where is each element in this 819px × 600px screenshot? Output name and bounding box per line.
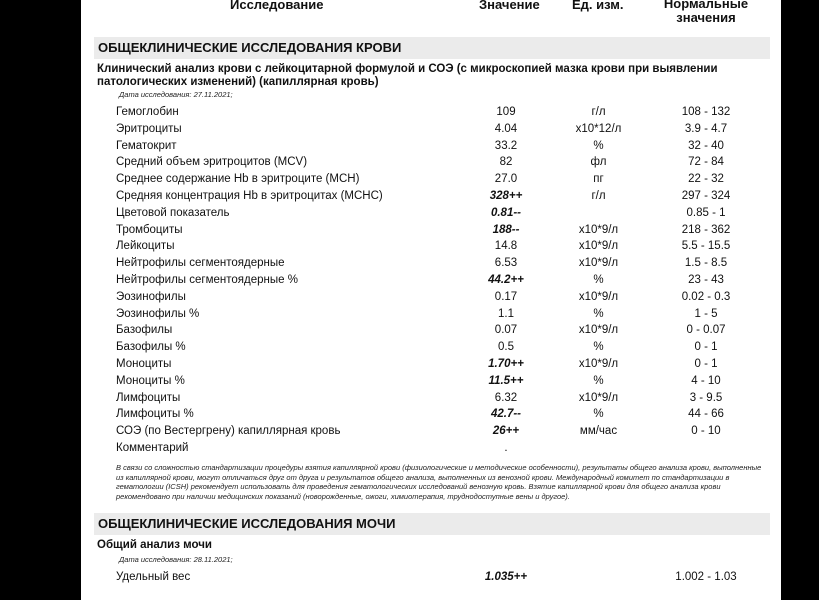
result-norm: 0 - 1 <box>694 358 718 370</box>
table-row <box>81 322 781 339</box>
result-value: 14.8 <box>494 240 518 253</box>
result-value: 33.2 <box>494 139 518 152</box>
table-row <box>81 569 781 586</box>
table-row <box>81 121 781 138</box>
table-row <box>81 154 781 171</box>
result-norm: 4 - 10 <box>691 374 721 387</box>
result-value: 26++ <box>492 425 520 438</box>
result-name: Цветовой показатель <box>116 206 230 219</box>
result-norm: 0 - 0.07 <box>686 324 726 337</box>
result-norm: 23 - 43 <box>688 274 724 286</box>
result-norm: 5.5 - 15.5 <box>681 240 731 253</box>
result-norm: 3.9 - 4.7 <box>684 122 728 135</box>
result-name: Комментарий <box>116 442 189 454</box>
table-row <box>81 171 781 188</box>
result-unit: г/л <box>591 190 606 202</box>
result-unit: x10*9/л <box>578 358 619 370</box>
result-name: Эозинофилы % <box>116 307 200 320</box>
result-unit: фл <box>590 156 607 169</box>
result-value: 6.53 <box>494 257 518 270</box>
result-norm: 297 - 324 <box>681 190 731 202</box>
table-row <box>81 373 781 390</box>
result-unit: x10*9/л <box>578 391 619 404</box>
result-unit: мм/час <box>579 425 618 438</box>
result-norm: 72 - 84 <box>688 156 724 169</box>
table-row <box>81 205 781 222</box>
table-row <box>81 104 781 121</box>
result-name: Эозинофилы <box>116 290 186 303</box>
header-norm-line2: значения <box>676 10 736 25</box>
header-unit: Ед. изм. <box>572 0 624 12</box>
result-name: Моноциты % <box>116 374 185 387</box>
blood-note: В связи со сложностью стандартизации процедуры взятия капиллярной крови (физиологические и методические особенности), результаты общего анализа крови, выполненные из капиллярной крови, могут отличаться друг от друга и результатов общего анализа, выполненных из венозной крови. Международный комитет по стандартизации в гематологии (ICSH) рекомендует использовать для проведения гематологических исследований венозную кровь. Взятие капиллярной крови для общего анализа крови рекомендовано при наличии медицинских показаний (новорожденные, ожоги, химиотерапия, труднодоступные вены и другое). <box>116 463 762 501</box>
lab-report-page <box>81 0 781 600</box>
result-norm: 22 - 32 <box>688 173 724 186</box>
result-name: Базофилы % <box>116 341 186 354</box>
result-name: Среднее содержание Hb в эритроците (MCH) <box>116 173 360 186</box>
result-norm: 0 - 1 <box>694 341 718 354</box>
table-row <box>81 339 781 356</box>
table-row <box>81 289 781 306</box>
result-value: 188-- <box>492 223 520 236</box>
result-name: Нейтрофилы сегментоядерные % <box>116 274 298 286</box>
result-norm: 1.002 - 1.03 <box>675 571 737 583</box>
result-name: Тромбоциты <box>116 223 183 236</box>
result-value: 1.70++ <box>488 358 524 370</box>
table-row <box>81 423 781 440</box>
result-norm: 108 - 132 <box>681 106 731 118</box>
result-value: 82 <box>499 156 513 169</box>
result-unit: г/л <box>591 106 606 118</box>
table-row <box>81 440 781 457</box>
result-norm: 32 - 40 <box>688 139 724 152</box>
result-unit: x10*12/л <box>575 122 622 135</box>
blood-test-title-line2: патологических изменений) (капиллярная кровь) <box>97 76 379 88</box>
result-name: Лимфоциты % <box>116 408 194 421</box>
blood-section-title: ОБЩЕКЛИНИЧЕСКИЕ ИССЛЕДОВАНИЯ КРОВИ <box>94 37 770 59</box>
result-value: 44.2++ <box>488 274 524 286</box>
table-row <box>81 272 781 289</box>
header-value: Значение <box>479 0 540 12</box>
header-norm <box>662 0 750 25</box>
header-norm-line1: Нормальные <box>663 0 749 11</box>
result-value: 11.5++ <box>488 374 524 387</box>
result-unit: x10*9/л <box>578 257 619 270</box>
table-row <box>81 356 781 373</box>
result-unit: % <box>593 274 604 286</box>
result-value: 4.04 <box>494 122 518 135</box>
urine-test-date: Дата исследования: 28.11.2021; <box>119 555 233 564</box>
result-name: Базофилы <box>116 324 173 337</box>
result-name: Средняя концентрация Hb в эритроцитах (MCHC) <box>116 190 383 202</box>
result-name: Моноциты <box>116 358 172 370</box>
result-unit: % <box>593 307 604 320</box>
result-value: 0.17 <box>494 290 518 303</box>
blood-test-title <box>97 63 757 89</box>
result-norm: 1 - 5 <box>694 307 718 320</box>
result-value: 1.1 <box>498 307 514 320</box>
result-value: 0.81-- <box>490 206 522 219</box>
blood-test-title-line1: Клинический анализ крови с лейкоцитарной формулой и СОЭ (с микроскопией мазка крови при выявлении <box>97 63 718 75</box>
urine-section-title: ОБЩЕКЛИНИЧЕСКИЕ ИССЛЕДОВАНИЯ МОЧИ <box>94 513 770 535</box>
result-value: 1.035++ <box>484 571 528 583</box>
result-value: 0.5 <box>498 341 514 354</box>
table-row <box>81 138 781 155</box>
result-norm: 218 - 362 <box>681 223 731 236</box>
result-name: Гемоглобин <box>116 106 179 118</box>
result-unit: x10*9/л <box>578 324 619 337</box>
table-row <box>81 222 781 239</box>
table-row <box>81 390 781 407</box>
table-row <box>81 238 781 255</box>
result-norm: 0 - 10 <box>691 425 721 438</box>
table-header <box>81 0 781 30</box>
table-row <box>81 306 781 323</box>
result-unit: x10*9/л <box>578 223 619 236</box>
result-name: Гематокрит <box>116 139 177 152</box>
result-norm: 0.02 - 0.3 <box>681 290 731 303</box>
result-norm: 1.5 - 8.5 <box>684 257 728 270</box>
result-name: Лимфоциты <box>116 391 181 404</box>
blood-test-date: Дата исследования: 27.11.2021; <box>119 90 233 99</box>
result-value: 27.0 <box>494 173 518 186</box>
result-unit: пг <box>593 173 604 186</box>
result-norm: 44 - 66 <box>688 408 724 421</box>
result-norm: 3 - 9.5 <box>689 391 723 404</box>
result-name: СОЭ (по Вестергрену) капиллярная кровь <box>116 425 341 438</box>
result-norm: 0.85 - 1 <box>686 206 726 219</box>
result-unit: x10*9/л <box>578 240 619 253</box>
header-test-name: Исследование <box>230 0 324 12</box>
result-unit: % <box>593 341 604 354</box>
result-value: 328++ <box>489 190 523 202</box>
table-row <box>81 406 781 423</box>
table-row <box>81 255 781 272</box>
result-unit: % <box>593 139 604 152</box>
result-value: 42.7-- <box>490 408 522 421</box>
result-name: Удельный вес <box>116 571 191 583</box>
result-name: Средний объем эритроцитов (MCV) <box>116 156 308 169</box>
table-row <box>81 188 781 205</box>
urine-test-title: Общий анализ мочи <box>97 539 212 551</box>
result-unit: % <box>593 408 604 421</box>
result-name: Нейтрофилы сегментоядерные <box>116 257 285 270</box>
result-value: 109 <box>496 106 516 118</box>
result-value: 6.32 <box>494 391 518 404</box>
result-name: Эритроциты <box>116 122 182 135</box>
result-unit: x10*9/л <box>578 290 619 303</box>
result-value: . <box>504 442 508 454</box>
result-name: Лейкоциты <box>116 240 175 253</box>
result-unit: % <box>593 374 604 387</box>
result-value: 0.07 <box>494 324 518 337</box>
